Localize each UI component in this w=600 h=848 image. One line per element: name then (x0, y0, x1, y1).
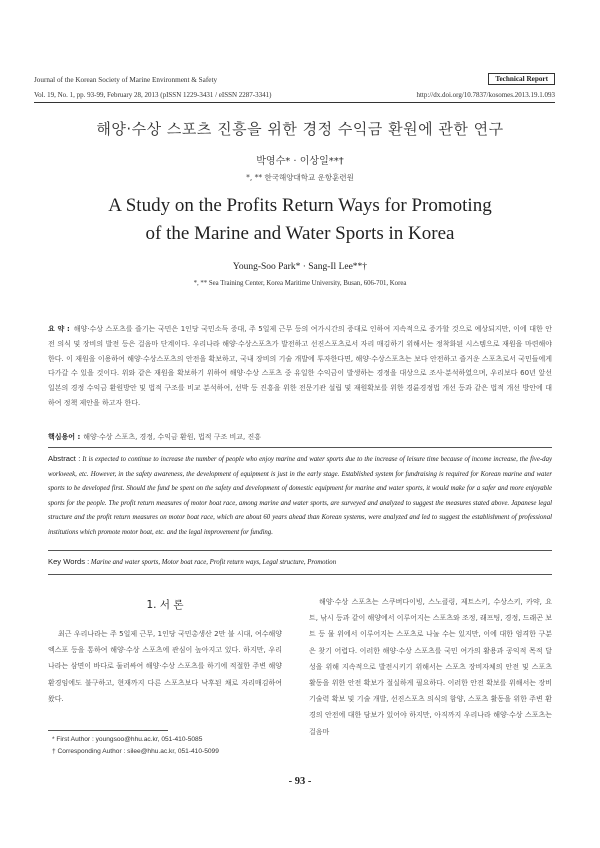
doi-link[interactable]: http://dx.doi.org/10.7837/kosomes.2013.19.1.093 (416, 91, 555, 99)
english-keywords (48, 557, 552, 566)
english-abstract-text: It is expected to continue to increase the number of people who enjoy marine and water sports due to the increase of leisure time because of income increase, the five-day workweek, etc. However, in the safety awareness, the development of equipment is just in the early stage. Established system for fundraising is required for Korean marine and water sports to be developed first. Should the fund be spent on the safety and development of domestic equipment for marine and water sports, it would make for a safer and more enjoyable sports for the people. The profit return measures of motor boat race, among marine and water sports, are surveyed and analyzed to suggest the measures stated above. Japanese legal structure and the profit return measures on motor boat race, which are about 60 years ahead than Korean systems, were analyzed and led to suggest the establishment of professional institutions which promote motor boat, etc. and the legal improvement for funding. (48, 456, 552, 536)
section-heading-introduction: 1. 서 론 (146, 599, 184, 611)
body-column-left: 최근 우리나라는 주 5일제 근무, 1인당 국민총생산 2만 불 시대, 여수해양엑스포 등을 통하여 해양·수상 스포츠에 관심이 높아지고 있다. 하지만, 우리나라는 삼면이 바다로 둘러싸여 해양·수상 스포츠를 하기에 적절한 주변 해양 환경임에도 불구하고, 현재까지 다른 스포츠보다 낙후된 채로 자리매김하여 왔다. (48, 630, 282, 703)
keywords-divider (48, 574, 552, 575)
english-title-line-2: of the Marine and Water Sports in Korea (145, 223, 455, 244)
korean-title: 해양·수상 스포츠 진흥을 위한 경정 수익금 환원에 관한 연구 (96, 120, 504, 138)
abstract-divider-top (48, 447, 552, 448)
english-affiliation: *, ** Sea Training Center, Korea Maritime University, Busan, 606-701, Korea (193, 280, 407, 287)
abstract-divider-bottom (48, 550, 552, 551)
report-type-badge: Technical Report (488, 73, 555, 85)
header-divider (34, 102, 555, 103)
footnote-first-author: * First Author : youngsoo@hhu.ac.kr, 051-410-5085 (52, 736, 203, 743)
journal-name: Journal of the Korean Society of Marine Environment & Safety (34, 76, 218, 84)
volume-info: Vol. 19, No. 1, pp. 93-99, February 28, 2013 (pISSN 1229-3431 / eISSN 2287-3341) (34, 91, 272, 99)
english-title-line-1: A Study on the Profits Return Ways for Promoting (108, 195, 492, 216)
korean-affiliation: *, ** 한국해양대학교 운항훈련원 (246, 173, 354, 182)
footnote-corresponding-author: † Corresponding Author : silee@hhu.ac.kr, 051-410-5099 (52, 748, 219, 755)
korean-abstract-label: 요 약 : (48, 325, 70, 333)
english-abstract (48, 452, 552, 541)
english-title (0, 192, 600, 248)
korean-keywords-label: 핵심용어 : (48, 433, 81, 441)
footnote-divider (48, 730, 168, 731)
english-abstract-label: Abstract : (48, 454, 81, 463)
english-keywords-text: Marine and water sports, Motor boat race, Profit return ways, Legal structure, Promotion (90, 559, 337, 566)
english-keywords-label: Key Words : (48, 557, 90, 566)
korean-abstract (48, 322, 552, 411)
korean-abstract-text: 해양·수상 스포츠를 즐기는 국민은 1인당 국민소득 증대, 주 5일제 근무 등의 여가시간의 증대로 인하여 지속적으로 증가할 것으로 예상되지만, 이에 대한 안전 의식 및 장비의 발전 등은 걸음마 단계이다. 우리나라 해양·수상스포츠가 발전하고 선진스포츠로서 자리 매김하기 위해서는 정착화된 시스템으로 재원을 마련해야 한다. 이 재원을 이용하여 해양·수상스포츠의 안전을 확보하고, 국내 장비의 기술 개발에 투자한다면, 해양·수상스포츠는 보다 안전하고 즐거운 스포츠로서 국민들에게 다가갈 수 있을 것이다. 위와 같은 재원을 확보하기 위하여 해양·수상 스포츠 중 유일한 수익금이 발생하는 경정을 대상으로 조사·분석하였으며, 우리보다 60년 앞선 일본의 경정 수익금 환원방안 및 법적 구조를 비교 분석하여, 선박 등 진흥을 위한 전문기관 설립 및 재원확보를 위한 경륜경정법 개선 등과 같은 법적 개선 방안에 대하여 정책 제안을 하고자 한다. (48, 325, 552, 407)
korean-keywords-text: 해양·수상 스포츠, 경정, 수익금 환원, 법적 구조 비교, 진흥 (83, 433, 261, 441)
korean-keywords (48, 432, 552, 442)
korean-authors: 박영수* · 이상일**† (256, 156, 344, 167)
english-authors: Young-Soo Park* · Sang-Il Lee**† (232, 262, 368, 272)
page-number: - 93 - (288, 776, 312, 787)
body-column-right: 해양·수상 스포츠는 스쿠버다이빙, 스노클링, 제트스키, 수상스키, 카약, 요트, 낚시 등과 같이 해양에서 이루어지는 스포츠와 조정, 래프팅, 경정, 드래곤 보트 등 물 위에서 이루어지는 스포츠로 나눌 수는 있지만, 이에 대한 엄격한 구분은 찾기 어렵다. 이러한 해양·수상 스포츠를 국민 여가의 활용과 공익적 목적 달성을 위해 지속적으로 발전시키기 위해서는 스포츠 장비자체의 안전 및 스포츠 활동을 위한 안전 확보가 절실하게 필요하다. 이러한 안전 확보를 위해서는 장비 기술력 확보 및 기술 개발, 선진스포츠 의식의 함양, 스포츠 활동을 위한 주변 환경의 안전에 대한 담보가 있어야 하지만, 아직까지 우리나라 해양·수상 스포츠는 걸음마 (309, 598, 552, 736)
